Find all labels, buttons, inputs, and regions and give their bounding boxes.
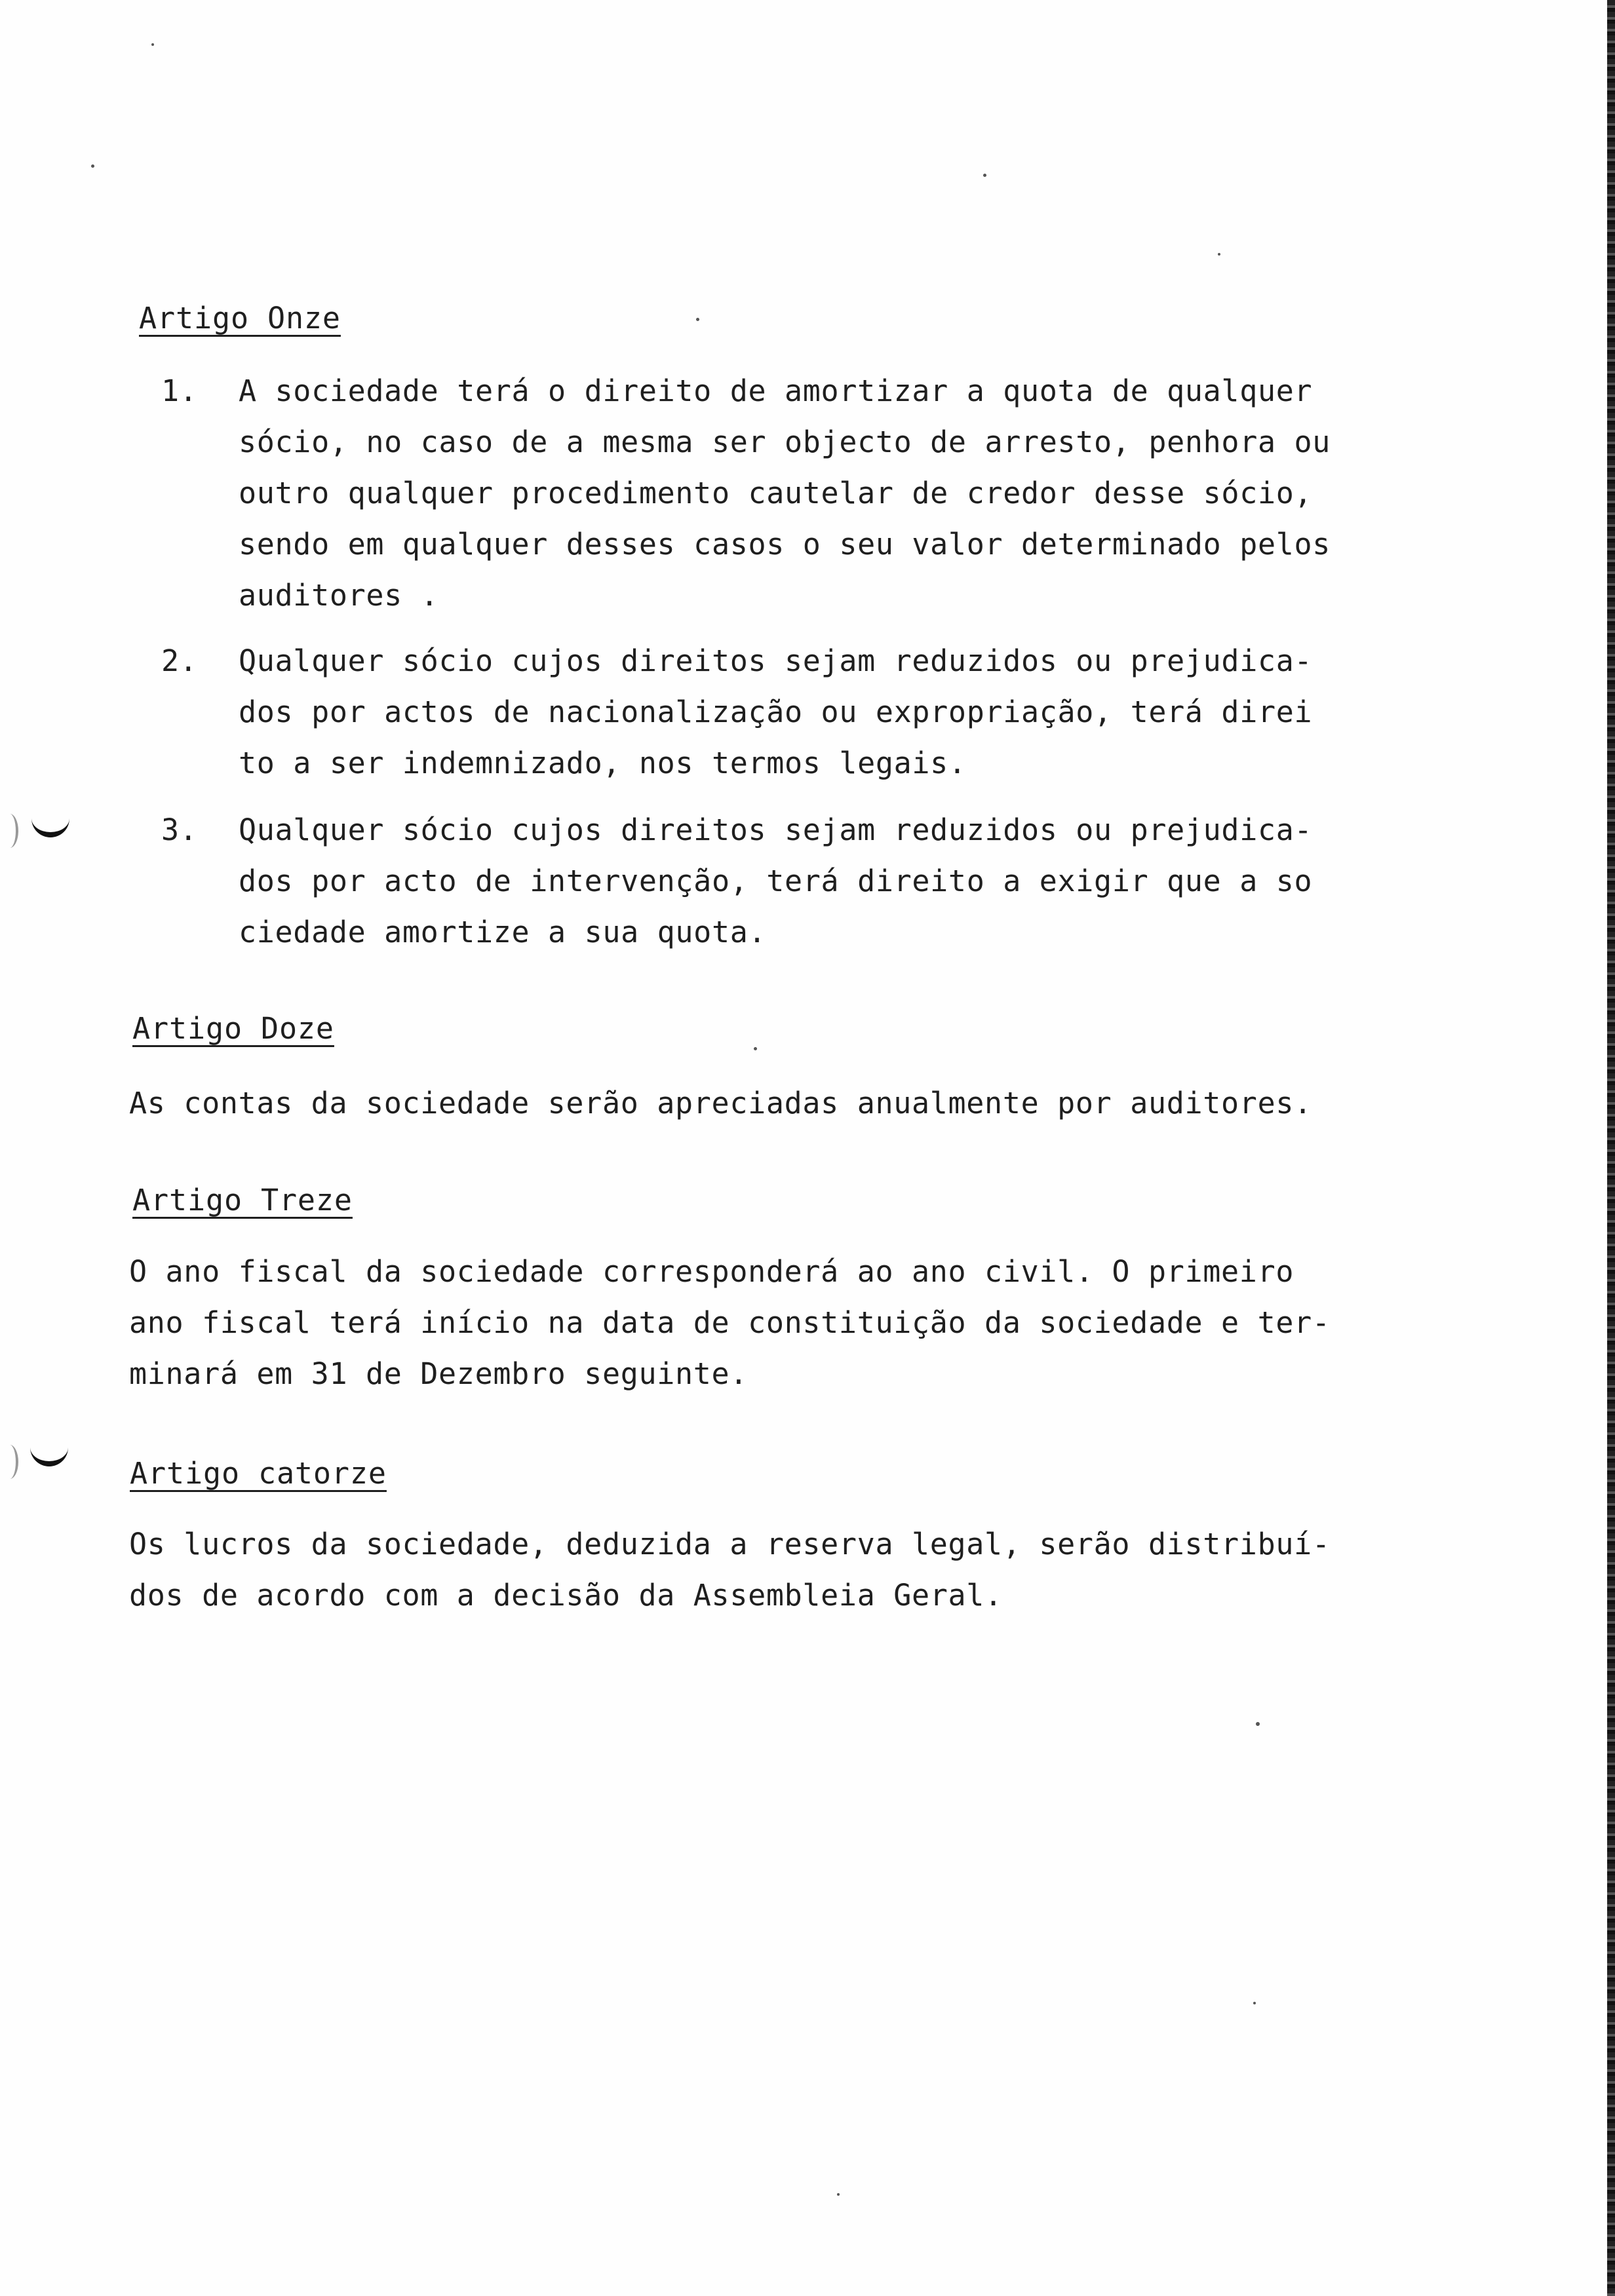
margin-scan-mark-top-shadow [1,814,18,848]
text-line: A sociedade terá o direito de amortizar a quota de qualquer [239,373,1313,408]
article-heading-treze: Artigo Treze [132,1183,353,1217]
text-line: outro qualquer procedimento cautelar de credor desse sócio, [239,476,1313,510]
text-line: dos por acto de intervenção, terá direito a exigir que a so [239,864,1313,898]
margin-scan-mark-bottom-shadow [1,1445,18,1479]
text-line: Qualquer sócio cujos direitos sejam reduzidos ou prejudica- [239,813,1313,847]
scan-speck [837,2193,840,2196]
margin-handwritten-mark-bottom [30,1435,68,1466]
text-line: minará em 31 de Dezembro seguinte. [129,1356,749,1391]
article-treze-paragraph [129,1246,1473,1400]
item-number: 1. [161,373,198,408]
article-onze-item-3 [161,805,1466,958]
text-line: O ano fiscal da sociedade corresponderá ao ano civil. O primeiro [129,1254,1294,1289]
scanned-page-edge [1607,0,1615,2296]
text-line: sendo em qualquer desses casos o seu valor determinado pelos [239,527,1331,562]
scan-speck [1218,253,1220,256]
scan-speck [151,43,154,46]
scan-speck [1253,2002,1256,2004]
text-line: Os lucros da sociedade, deduzida a reserva legal, serão distribuí- [129,1527,1331,1561]
text-line: sócio, no caso de a mesma ser objecto de arresto, penhora ou [239,425,1331,459]
text-line: to a ser indemnizado, nos termos legais. [239,746,967,780]
article-heading-catorze: Artigo catorze [130,1456,387,1491]
scan-speck [983,174,986,177]
text-line: ano fiscal terá início na data de constituição da sociedade e ter- [129,1305,1331,1340]
text-line: auditores . [239,578,439,613]
item-number: 3. [161,813,198,847]
scan-speck [91,164,94,168]
article-onze-item-2 [161,636,1466,789]
article-catorze-paragraph [129,1519,1473,1621]
margin-handwritten-mark-top [31,806,69,837]
text-line: As contas da sociedade serão apreciadas anualmente por auditores. [129,1086,1312,1120]
text-line: Qualquer sócio cujos direitos sejam reduzidos ou prejudica- [239,643,1313,678]
scan-speck [754,1047,757,1050]
scan-speck [1256,1722,1260,1726]
scan-speck [696,318,699,321]
article-doze-paragraph [129,1078,1473,1129]
text-line: dos de acordo com a decisão da Assembleia Geral. [129,1578,1003,1613]
article-heading-onze: Artigo Onze [139,301,341,335]
article-onze-item-1 [161,366,1466,621]
text-line: dos por actos de nacionalização ou expropriação, terá direi [239,695,1313,729]
text-line: ciedade amortize a sua quota. [239,915,767,949]
item-number: 2. [161,643,198,678]
article-heading-doze: Artigo Doze [132,1011,334,1046]
